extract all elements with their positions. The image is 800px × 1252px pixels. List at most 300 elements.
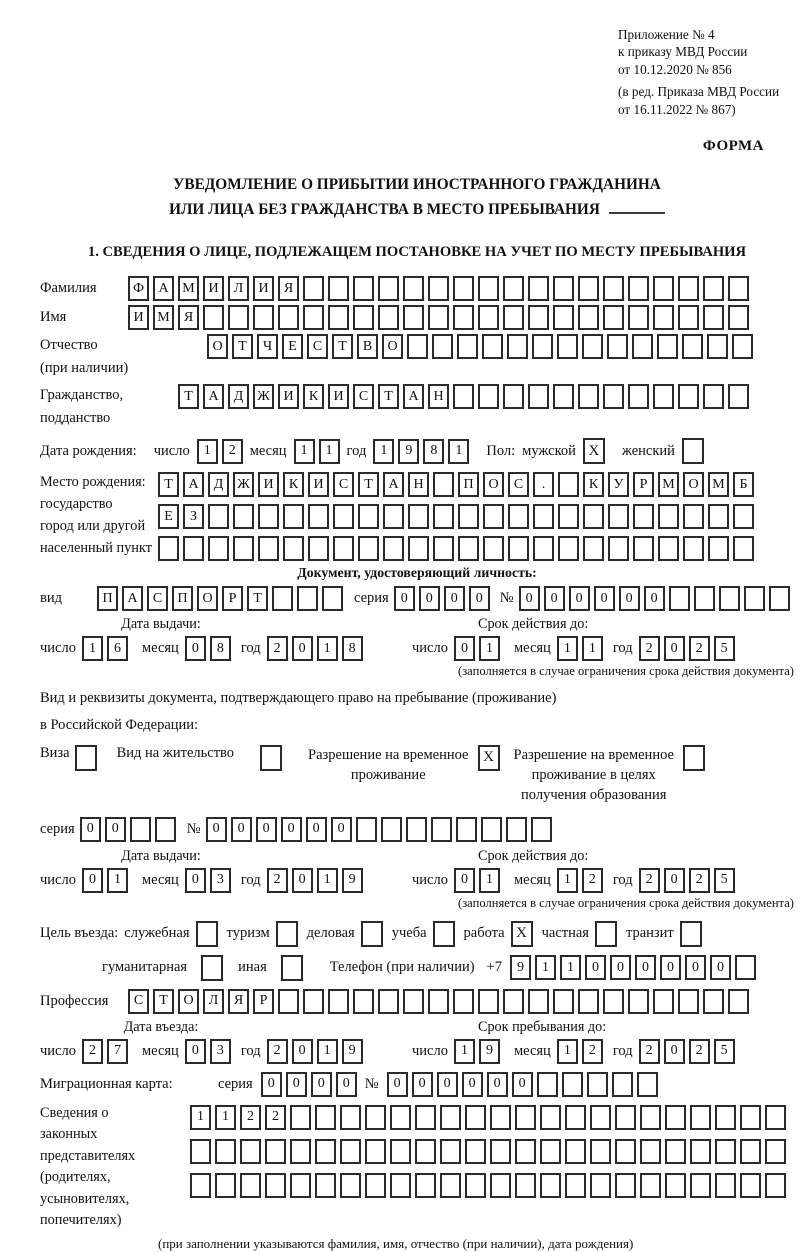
char-cell[interactable] bbox=[433, 504, 454, 529]
char-cell[interactable]: 1 bbox=[535, 955, 556, 980]
char-cell[interactable] bbox=[540, 1105, 561, 1130]
purpose-work-checkbox[interactable]: X bbox=[511, 921, 533, 947]
char-cell[interactable] bbox=[690, 1173, 711, 1198]
char-cell[interactable]: 3 bbox=[210, 1039, 231, 1064]
char-cell[interactable] bbox=[358, 536, 379, 561]
char-cell[interactable]: 0 bbox=[454, 636, 475, 661]
char-cell[interactable]: И bbox=[258, 472, 279, 497]
char-cell[interactable] bbox=[657, 334, 678, 359]
male-checkbox[interactable]: X bbox=[583, 438, 605, 464]
char-cell[interactable] bbox=[558, 536, 579, 561]
char-cell[interactable] bbox=[578, 989, 599, 1014]
char-cell[interactable]: 1 bbox=[215, 1105, 236, 1130]
char-cell[interactable]: 0 bbox=[664, 636, 685, 661]
char-cell[interactable] bbox=[240, 1173, 261, 1198]
char-cell[interactable]: 0 bbox=[664, 868, 685, 893]
char-cell[interactable]: 8 bbox=[423, 439, 444, 464]
char-cell[interactable]: 1 bbox=[197, 439, 218, 464]
char-cell[interactable] bbox=[707, 334, 728, 359]
char-cell[interactable] bbox=[553, 305, 574, 330]
char-cell[interactable]: 9 bbox=[479, 1039, 500, 1064]
char-cell[interactable] bbox=[578, 305, 599, 330]
char-cell[interactable] bbox=[208, 504, 229, 529]
char-cell[interactable]: О bbox=[178, 989, 199, 1014]
char-cell[interactable]: М bbox=[708, 472, 729, 497]
purpose-study-checkbox[interactable] bbox=[433, 921, 455, 947]
char-cell[interactable] bbox=[603, 276, 624, 301]
char-cell[interactable]: Т bbox=[232, 334, 253, 359]
char-cell[interactable] bbox=[353, 276, 374, 301]
char-cell[interactable] bbox=[458, 504, 479, 529]
char-cell[interactable] bbox=[515, 1105, 536, 1130]
char-cell[interactable]: 1 bbox=[319, 439, 340, 464]
char-cell[interactable]: 1 bbox=[373, 439, 394, 464]
char-cell[interactable] bbox=[365, 1173, 386, 1198]
char-cell[interactable] bbox=[603, 384, 624, 409]
char-cell[interactable]: 6 bbox=[107, 636, 128, 661]
char-cell[interactable]: Б bbox=[733, 472, 754, 497]
char-cell[interactable]: Я bbox=[228, 989, 249, 1014]
char-cell[interactable] bbox=[558, 472, 579, 497]
char-cell[interactable]: К bbox=[583, 472, 604, 497]
char-cell[interactable] bbox=[340, 1173, 361, 1198]
char-cell[interactable] bbox=[640, 1105, 661, 1130]
char-cell[interactable] bbox=[553, 384, 574, 409]
char-cell[interactable]: 0 bbox=[80, 817, 101, 842]
char-cell[interactable] bbox=[728, 305, 749, 330]
char-cell[interactable]: 0 bbox=[281, 817, 302, 842]
char-cell[interactable] bbox=[553, 989, 574, 1014]
char-cell[interactable] bbox=[690, 1139, 711, 1164]
char-cell[interactable]: Д bbox=[228, 384, 249, 409]
char-cell[interactable]: 0 bbox=[412, 1072, 433, 1097]
char-cell[interactable] bbox=[603, 305, 624, 330]
char-cell[interactable] bbox=[465, 1139, 486, 1164]
char-cell[interactable]: 0 bbox=[292, 1039, 313, 1064]
char-cell[interactable]: 0 bbox=[256, 817, 277, 842]
char-cell[interactable] bbox=[628, 989, 649, 1014]
char-cell[interactable] bbox=[353, 989, 374, 1014]
char-cell[interactable]: Д bbox=[208, 472, 229, 497]
char-cell[interactable]: 0 bbox=[206, 817, 227, 842]
char-cell[interactable]: 2 bbox=[240, 1105, 261, 1130]
char-cell[interactable] bbox=[365, 1105, 386, 1130]
visa-checkbox[interactable] bbox=[75, 745, 97, 771]
char-cell[interactable]: 1 bbox=[479, 636, 500, 661]
char-cell[interactable] bbox=[507, 334, 528, 359]
char-cell[interactable]: З bbox=[183, 504, 204, 529]
char-cell[interactable] bbox=[653, 276, 674, 301]
char-cell[interactable]: И bbox=[308, 472, 329, 497]
char-cell[interactable] bbox=[258, 504, 279, 529]
char-cell[interactable]: Ж bbox=[233, 472, 254, 497]
char-cell[interactable] bbox=[628, 276, 649, 301]
purpose-humanitarian-checkbox[interactable] bbox=[201, 955, 223, 981]
char-cell[interactable] bbox=[503, 276, 524, 301]
char-cell[interactable] bbox=[703, 305, 724, 330]
char-cell[interactable]: А bbox=[122, 586, 143, 611]
char-cell[interactable]: 0 bbox=[454, 868, 475, 893]
char-cell[interactable] bbox=[433, 472, 454, 497]
char-cell[interactable]: 0 bbox=[185, 636, 206, 661]
char-cell[interactable]: 0 bbox=[519, 586, 540, 611]
char-cell[interactable]: А bbox=[153, 276, 174, 301]
char-cell[interactable] bbox=[130, 817, 151, 842]
char-cell[interactable] bbox=[403, 989, 424, 1014]
char-cell[interactable] bbox=[678, 305, 699, 330]
char-cell[interactable] bbox=[658, 504, 679, 529]
char-cell[interactable] bbox=[453, 305, 474, 330]
char-cell[interactable]: 8 bbox=[342, 636, 363, 661]
char-cell[interactable] bbox=[508, 504, 529, 529]
char-cell[interactable] bbox=[406, 817, 427, 842]
char-cell[interactable] bbox=[590, 1173, 611, 1198]
char-cell[interactable] bbox=[478, 384, 499, 409]
char-cell[interactable] bbox=[365, 1139, 386, 1164]
char-cell[interactable]: 0 bbox=[306, 817, 327, 842]
char-cell[interactable]: 0 bbox=[660, 955, 681, 980]
char-cell[interactable] bbox=[540, 1139, 561, 1164]
char-cell[interactable]: 0 bbox=[594, 586, 615, 611]
char-cell[interactable] bbox=[532, 334, 553, 359]
char-cell[interactable]: 0 bbox=[710, 955, 731, 980]
char-cell[interactable]: 1 bbox=[557, 868, 578, 893]
char-cell[interactable] bbox=[356, 817, 377, 842]
char-cell[interactable]: Е bbox=[158, 504, 179, 529]
char-cell[interactable]: И bbox=[328, 384, 349, 409]
char-cell[interactable] bbox=[615, 1173, 636, 1198]
char-cell[interactable]: 2 bbox=[639, 868, 660, 893]
char-cell[interactable] bbox=[353, 305, 374, 330]
char-cell[interactable] bbox=[190, 1139, 211, 1164]
char-cell[interactable] bbox=[615, 1139, 636, 1164]
char-cell[interactable]: 0 bbox=[487, 1072, 508, 1097]
char-cell[interactable]: 0 bbox=[419, 586, 440, 611]
char-cell[interactable]: 0 bbox=[569, 586, 590, 611]
char-cell[interactable] bbox=[583, 504, 604, 529]
char-cell[interactable]: 9 bbox=[510, 955, 531, 980]
char-cell[interactable]: 1 bbox=[317, 868, 338, 893]
char-cell[interactable] bbox=[531, 817, 552, 842]
char-cell[interactable] bbox=[506, 817, 527, 842]
purpose-tourism-checkbox[interactable] bbox=[276, 921, 298, 947]
char-cell[interactable] bbox=[490, 1173, 511, 1198]
char-cell[interactable] bbox=[587, 1072, 608, 1097]
char-cell[interactable] bbox=[735, 955, 756, 980]
char-cell[interactable] bbox=[578, 276, 599, 301]
char-cell[interactable]: У bbox=[608, 472, 629, 497]
char-cell[interactable] bbox=[408, 536, 429, 561]
char-cell[interactable] bbox=[515, 1173, 536, 1198]
char-cell[interactable] bbox=[703, 384, 724, 409]
char-cell[interactable] bbox=[333, 504, 354, 529]
char-cell[interactable]: 5 bbox=[714, 868, 735, 893]
char-cell[interactable] bbox=[415, 1139, 436, 1164]
char-cell[interactable]: Л bbox=[203, 989, 224, 1014]
char-cell[interactable]: 2 bbox=[582, 868, 603, 893]
char-cell[interactable]: 8 bbox=[210, 636, 231, 661]
char-cell[interactable] bbox=[483, 504, 504, 529]
char-cell[interactable]: 5 bbox=[714, 636, 735, 661]
char-cell[interactable] bbox=[328, 276, 349, 301]
char-cell[interactable] bbox=[303, 305, 324, 330]
char-cell[interactable]: 0 bbox=[585, 955, 606, 980]
residence-permit-checkbox[interactable] bbox=[260, 745, 282, 771]
char-cell[interactable]: 0 bbox=[544, 586, 565, 611]
char-cell[interactable]: Е bbox=[282, 334, 303, 359]
char-cell[interactable] bbox=[603, 989, 624, 1014]
char-cell[interactable] bbox=[637, 1072, 658, 1097]
char-cell[interactable]: 2 bbox=[267, 636, 288, 661]
char-cell[interactable]: 2 bbox=[582, 1039, 603, 1064]
char-cell[interactable] bbox=[378, 276, 399, 301]
char-cell[interactable]: 2 bbox=[265, 1105, 286, 1130]
char-cell[interactable]: 2 bbox=[689, 1039, 710, 1064]
char-cell[interactable] bbox=[715, 1105, 736, 1130]
char-cell[interactable] bbox=[640, 1173, 661, 1198]
char-cell[interactable]: 7 bbox=[107, 1039, 128, 1064]
char-cell[interactable] bbox=[483, 536, 504, 561]
char-cell[interactable] bbox=[403, 276, 424, 301]
char-cell[interactable]: 0 bbox=[664, 1039, 685, 1064]
char-cell[interactable] bbox=[708, 504, 729, 529]
temp-residence-checkbox[interactable]: X bbox=[478, 745, 500, 771]
purpose-business-checkbox[interactable] bbox=[361, 921, 383, 947]
char-cell[interactable] bbox=[265, 1139, 286, 1164]
char-cell[interactable]: М bbox=[178, 276, 199, 301]
char-cell[interactable]: А bbox=[183, 472, 204, 497]
char-cell[interactable] bbox=[503, 989, 524, 1014]
char-cell[interactable] bbox=[465, 1105, 486, 1130]
char-cell[interactable]: М bbox=[658, 472, 679, 497]
char-cell[interactable] bbox=[478, 989, 499, 1014]
char-cell[interactable] bbox=[703, 276, 724, 301]
char-cell[interactable] bbox=[582, 334, 603, 359]
char-cell[interactable] bbox=[740, 1173, 761, 1198]
char-cell[interactable]: Т bbox=[153, 989, 174, 1014]
char-cell[interactable] bbox=[682, 334, 703, 359]
char-cell[interactable] bbox=[390, 1173, 411, 1198]
char-cell[interactable] bbox=[233, 504, 254, 529]
char-cell[interactable]: 0 bbox=[610, 955, 631, 980]
char-cell[interactable] bbox=[715, 1173, 736, 1198]
char-cell[interactable] bbox=[378, 305, 399, 330]
char-cell[interactable] bbox=[633, 504, 654, 529]
char-cell[interactable]: 0 bbox=[685, 955, 706, 980]
char-cell[interactable]: 1 bbox=[560, 955, 581, 980]
char-cell[interactable] bbox=[732, 334, 753, 359]
char-cell[interactable]: 0 bbox=[292, 868, 313, 893]
char-cell[interactable] bbox=[228, 305, 249, 330]
char-cell[interactable]: И bbox=[278, 384, 299, 409]
char-cell[interactable]: С bbox=[128, 989, 149, 1014]
char-cell[interactable] bbox=[383, 536, 404, 561]
char-cell[interactable]: О bbox=[207, 334, 228, 359]
char-cell[interactable]: Т bbox=[247, 586, 268, 611]
char-cell[interactable]: . bbox=[533, 472, 554, 497]
char-cell[interactable] bbox=[719, 586, 740, 611]
char-cell[interactable] bbox=[703, 989, 724, 1014]
char-cell[interactable]: 3 bbox=[210, 868, 231, 893]
char-cell[interactable]: 0 bbox=[635, 955, 656, 980]
char-cell[interactable]: А bbox=[403, 384, 424, 409]
char-cell[interactable] bbox=[515, 1139, 536, 1164]
char-cell[interactable] bbox=[390, 1139, 411, 1164]
char-cell[interactable] bbox=[322, 586, 343, 611]
char-cell[interactable]: С bbox=[333, 472, 354, 497]
char-cell[interactable]: О bbox=[197, 586, 218, 611]
char-cell[interactable] bbox=[390, 1105, 411, 1130]
char-cell[interactable]: 0 bbox=[394, 586, 415, 611]
char-cell[interactable]: О bbox=[683, 472, 704, 497]
char-cell[interactable] bbox=[432, 334, 453, 359]
char-cell[interactable] bbox=[203, 305, 224, 330]
char-cell[interactable]: 1 bbox=[479, 868, 500, 893]
char-cell[interactable] bbox=[158, 536, 179, 561]
char-cell[interactable] bbox=[290, 1173, 311, 1198]
char-cell[interactable] bbox=[408, 504, 429, 529]
char-cell[interactable]: 0 bbox=[185, 1039, 206, 1064]
char-cell[interactable]: П bbox=[172, 586, 193, 611]
char-cell[interactable]: 1 bbox=[317, 1039, 338, 1064]
female-checkbox[interactable] bbox=[682, 438, 704, 464]
char-cell[interactable] bbox=[653, 384, 674, 409]
char-cell[interactable] bbox=[740, 1139, 761, 1164]
char-cell[interactable] bbox=[612, 1072, 633, 1097]
char-cell[interactable]: 0 bbox=[261, 1072, 282, 1097]
char-cell[interactable] bbox=[583, 536, 604, 561]
char-cell[interactable] bbox=[665, 1173, 686, 1198]
char-cell[interactable] bbox=[428, 989, 449, 1014]
char-cell[interactable] bbox=[558, 504, 579, 529]
char-cell[interactable] bbox=[508, 536, 529, 561]
char-cell[interactable]: 5 bbox=[714, 1039, 735, 1064]
char-cell[interactable] bbox=[403, 305, 424, 330]
char-cell[interactable] bbox=[628, 384, 649, 409]
char-cell[interactable]: Н bbox=[428, 384, 449, 409]
char-cell[interactable]: 9 bbox=[342, 868, 363, 893]
char-cell[interactable]: 1 bbox=[454, 1039, 475, 1064]
char-cell[interactable] bbox=[607, 334, 628, 359]
char-cell[interactable] bbox=[608, 504, 629, 529]
char-cell[interactable] bbox=[533, 504, 554, 529]
char-cell[interactable] bbox=[733, 504, 754, 529]
char-cell[interactable]: Л bbox=[228, 276, 249, 301]
char-cell[interactable]: Т bbox=[178, 384, 199, 409]
char-cell[interactable]: 1 bbox=[448, 439, 469, 464]
char-cell[interactable] bbox=[456, 817, 477, 842]
purpose-other-checkbox[interactable] bbox=[281, 955, 303, 981]
char-cell[interactable] bbox=[283, 536, 304, 561]
char-cell[interactable] bbox=[715, 1139, 736, 1164]
char-cell[interactable]: 2 bbox=[639, 636, 660, 661]
char-cell[interactable] bbox=[457, 334, 478, 359]
char-cell[interactable] bbox=[333, 536, 354, 561]
char-cell[interactable] bbox=[155, 817, 176, 842]
char-cell[interactable]: 1 bbox=[557, 636, 578, 661]
char-cell[interactable]: 0 bbox=[469, 586, 490, 611]
char-cell[interactable]: 2 bbox=[267, 1039, 288, 1064]
char-cell[interactable]: 1 bbox=[557, 1039, 578, 1064]
char-cell[interactable]: 0 bbox=[311, 1072, 332, 1097]
char-cell[interactable] bbox=[490, 1139, 511, 1164]
char-cell[interactable] bbox=[744, 586, 765, 611]
char-cell[interactable]: Ж bbox=[253, 384, 274, 409]
char-cell[interactable]: 0 bbox=[444, 586, 465, 611]
char-cell[interactable] bbox=[632, 334, 653, 359]
char-cell[interactable]: 0 bbox=[185, 868, 206, 893]
char-cell[interactable] bbox=[428, 276, 449, 301]
char-cell[interactable] bbox=[465, 1173, 486, 1198]
char-cell[interactable] bbox=[458, 536, 479, 561]
char-cell[interactable] bbox=[578, 384, 599, 409]
char-cell[interactable] bbox=[208, 536, 229, 561]
char-cell[interactable] bbox=[215, 1173, 236, 1198]
char-cell[interactable]: 2 bbox=[82, 1039, 103, 1064]
char-cell[interactable] bbox=[381, 817, 402, 842]
char-cell[interactable]: Т bbox=[332, 334, 353, 359]
char-cell[interactable]: 2 bbox=[222, 439, 243, 464]
char-cell[interactable]: А bbox=[383, 472, 404, 497]
char-cell[interactable]: Р bbox=[633, 472, 654, 497]
char-cell[interactable] bbox=[683, 504, 704, 529]
char-cell[interactable]: Т bbox=[378, 384, 399, 409]
char-cell[interactable]: 9 bbox=[342, 1039, 363, 1064]
char-cell[interactable] bbox=[669, 586, 690, 611]
char-cell[interactable] bbox=[528, 276, 549, 301]
char-cell[interactable] bbox=[528, 384, 549, 409]
char-cell[interactable]: 0 bbox=[437, 1072, 458, 1097]
char-cell[interactable] bbox=[533, 536, 554, 561]
char-cell[interactable] bbox=[708, 536, 729, 561]
char-cell[interactable] bbox=[653, 305, 674, 330]
char-cell[interactable] bbox=[315, 1139, 336, 1164]
char-cell[interactable] bbox=[303, 989, 324, 1014]
char-cell[interactable] bbox=[297, 586, 318, 611]
char-cell[interactable] bbox=[440, 1173, 461, 1198]
char-cell[interactable] bbox=[490, 1105, 511, 1130]
char-cell[interactable] bbox=[453, 384, 474, 409]
char-cell[interactable] bbox=[728, 384, 749, 409]
char-cell[interactable] bbox=[733, 536, 754, 561]
char-cell[interactable]: 1 bbox=[190, 1105, 211, 1130]
char-cell[interactable]: 1 bbox=[294, 439, 315, 464]
char-cell[interactable]: 0 bbox=[512, 1072, 533, 1097]
char-cell[interactable] bbox=[640, 1139, 661, 1164]
char-cell[interactable] bbox=[769, 586, 790, 611]
char-cell[interactable]: О bbox=[483, 472, 504, 497]
char-cell[interactable] bbox=[415, 1173, 436, 1198]
char-cell[interactable]: Ф bbox=[128, 276, 149, 301]
char-cell[interactable] bbox=[258, 536, 279, 561]
char-cell[interactable] bbox=[678, 989, 699, 1014]
char-cell[interactable] bbox=[315, 1105, 336, 1130]
char-cell[interactable]: Я bbox=[278, 276, 299, 301]
char-cell[interactable] bbox=[440, 1105, 461, 1130]
char-cell[interactable]: С bbox=[353, 384, 374, 409]
char-cell[interactable]: И bbox=[128, 305, 149, 330]
char-cell[interactable]: 1 bbox=[582, 636, 603, 661]
char-cell[interactable]: 1 bbox=[107, 868, 128, 893]
char-cell[interactable] bbox=[340, 1139, 361, 1164]
char-cell[interactable] bbox=[478, 305, 499, 330]
char-cell[interactable] bbox=[315, 1173, 336, 1198]
char-cell[interactable]: М bbox=[153, 305, 174, 330]
char-cell[interactable] bbox=[690, 1105, 711, 1130]
char-cell[interactable]: 0 bbox=[286, 1072, 307, 1097]
char-cell[interactable] bbox=[503, 305, 524, 330]
char-cell[interactable]: Н bbox=[408, 472, 429, 497]
